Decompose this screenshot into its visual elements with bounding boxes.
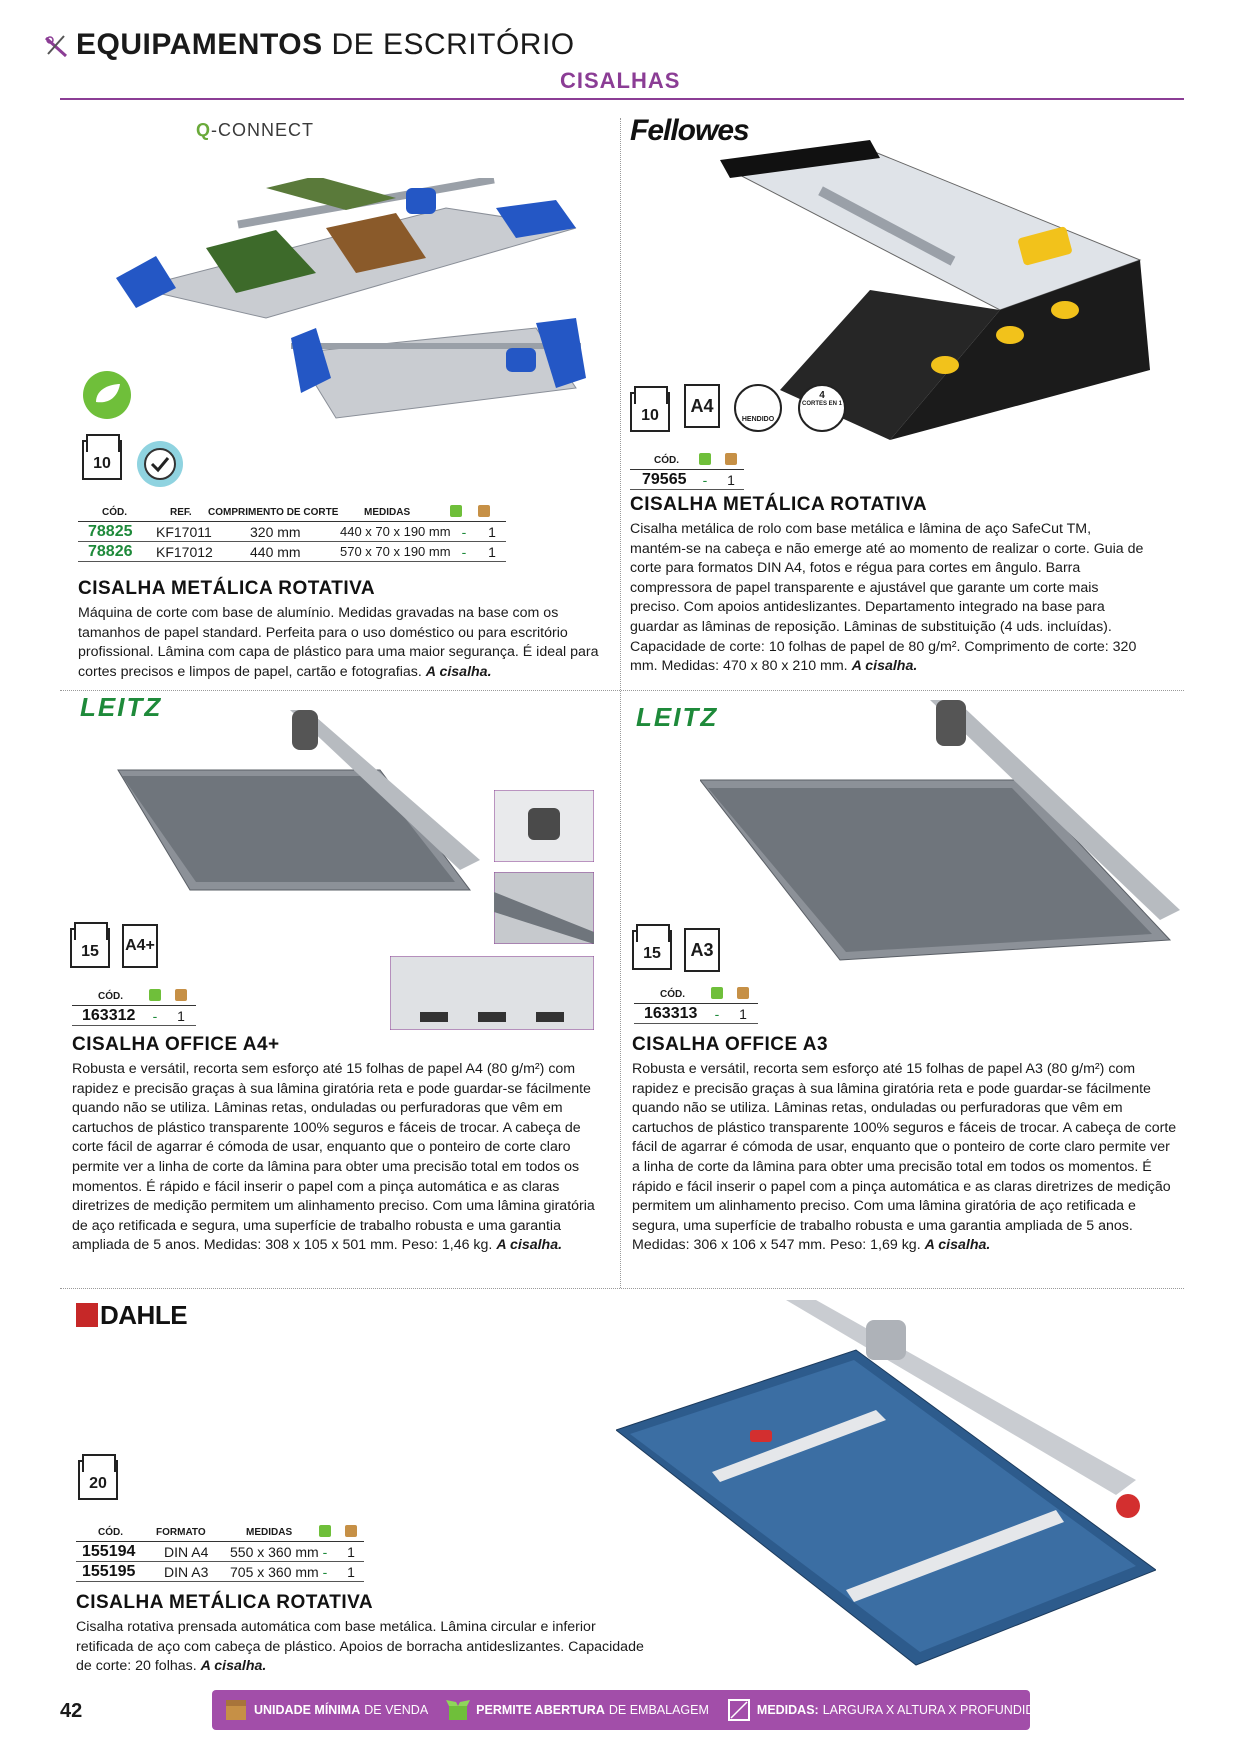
quality-check-badge-icon [136, 440, 184, 488]
box-icon [725, 453, 737, 465]
table-header: CÓD. REF. COMPRIMENTO DE CORTE MEDIDAS [78, 504, 506, 522]
sheets-capacity-icon: 10 [82, 440, 122, 480]
measure-icon [727, 1698, 751, 1722]
table-header: CÓD. [634, 986, 758, 1004]
leitz-a4-detail-head-image [494, 790, 594, 862]
sheets-capacity-icon: 15 [70, 928, 110, 968]
box-icon [737, 987, 749, 999]
sheets-capacity-icon: 15 [632, 930, 672, 970]
page-title [76, 28, 575, 62]
crease-hendido-icon: HENDIDO [734, 384, 782, 432]
open-box-icon [699, 453, 711, 465]
brand-logo-qconnect: Q-CONNECT [196, 120, 315, 140]
box-icon [224, 1698, 248, 1722]
table-row: 163313 - 1 [634, 1004, 758, 1024]
fellowes-product-table [630, 452, 744, 490]
product-title: CISALHA METÁLICA ROTATIVA [630, 494, 928, 515]
box-icon [175, 989, 187, 1001]
fellowes-cutter-image [720, 140, 1180, 450]
product-description: Robusta e versátil, recorta sem esforço até 15 folhas de papel A4 (80 g/m²) com rapidez e precisão graças à sua lâmina giratória reta e pode guardar-se fácilmente quando não se utiliza. Lâminas retas, onduladas ou perfuradoras que vêm em cartuchos de plástico transparente 100% seguros e fáceis de trocar. A cabeça de corte fácil de agarrar é cómoda de usar, enquanto que o ponteiro de corte claro permite ver a linha de corte da lâmina para obter uma precisão total em todos os momentos. É rápido e fácil inserir o papel com a pinça automática e as claras diretrizes de medição permitem um alinhamento preciso. Com uma lâmina giratória de aço retificada e segura, uma superfície de trabalho robusta e uma garantia ampliada de 5 anos. Medidas: 308 x 105 x 501 mm. Peso: 1,46 kg. A cisalha. [72, 1061, 595, 1254]
leitz-a4-detail-cartridges-image [390, 956, 594, 1030]
open-box-icon [450, 505, 462, 517]
paper-format-icon: A4 [684, 384, 720, 428]
page-number: 42 [60, 1700, 83, 1722]
brand-logo-dahle: DAHLE [76, 1300, 187, 1331]
row-divider-2 [60, 1288, 1184, 1289]
legend-item-min-unit: UNIDADE MÍNIMA DE VENDA [224, 1698, 428, 1722]
product-description: Máquina de corte com base de alumínio. Medidas gravadas na base com os tamanhos de papel standard. Perfeita para o uso doméstico ou para escritório profissional. Lâmina com capa de plástico para uma maior segurança. É ideal para cortes precisos e limpos de papel, cartão e fotografias. A cisalha. [78, 605, 599, 680]
product-description: Robusta e versátil, recorta sem esforço até 15 folhas de papel A3 (80 g/m²) com rapidez e precisão graças à sua lâmina giratória reta e pode guardar-se fácilmente quando não se utiliza. Lâminas retas, onduladas ou perfuradoras que vêm em cartuchos de plástico transparente 100% seguros e fáceis de trocar. A cabeça de corte fácil de agarrar é cómoda de usar, enquanto que o ponteiro de corte claro permite ver a linha de corte da lâmina para obter uma precisão total em todos os momentos. É rápido e fácil inserir o papel com a pinça automática e as claras diretrizes de medição permitem um alinhamento preciso. Com uma lâmina giratória de aço retificada e segura, uma superfície de trabalho robusta e uma garantia ampliada de 5 anos. Medidas: 306 x 106 x 547 mm. Peso: 1,69 kg. A cisalha. [632, 1061, 1177, 1254]
leitz-a4-product-table [72, 988, 196, 1026]
table-row: 78826 KF17012 440 mm 570 x 70 x 190 mm - 1 [78, 542, 506, 562]
box-icon [345, 1525, 357, 1537]
page-title-bold: EQUIPAMENTOS [76, 28, 323, 61]
box-icon [478, 505, 490, 517]
paper-format-icon: A3 [684, 928, 720, 972]
open-box-icon [446, 1698, 470, 1722]
paper-format-icon: A4+ [122, 924, 158, 968]
dahle-product-table [76, 1524, 364, 1582]
product-title: CISALHA METÁLICA ROTATIVA [78, 578, 376, 599]
open-box-icon [711, 987, 723, 999]
header-rule [60, 98, 1184, 100]
four-cuts-icon: 4 CORTES EN 1 [798, 384, 846, 432]
table-header: CÓD. FORMATO MEDIDAS [76, 1524, 364, 1542]
footer-legend [212, 1690, 1061, 1730]
table-row: 155194 DIN A4 550 x 360 mm - 1 [76, 1542, 364, 1562]
brand-logo-fellowes: Fellowes [630, 114, 749, 147]
legend-item-measures: MEDIDAS: LARGURA X ALTURA X PROFUNDIDADE [727, 1698, 1060, 1722]
table-row: 155195 DIN A3 705 x 360 mm - 1 [76, 1562, 364, 1582]
leitz-a4-detail-blade-image [494, 872, 594, 944]
section-title: CISALHAS [560, 68, 681, 93]
open-box-icon [319, 1525, 331, 1537]
product-title: CISALHA OFFICE A4+ [72, 1034, 280, 1055]
leitz-a3-product-table [634, 986, 758, 1024]
brand-logo-leitz: LEITZ [80, 692, 163, 722]
scissors-cut-icon [44, 34, 72, 60]
product-title: CISALHA OFFICE A3 [632, 1034, 829, 1055]
dahle-cutter-image [616, 1300, 1156, 1670]
sheets-capacity-icon: 10 [630, 392, 670, 432]
qconnect-cutter-image [116, 178, 586, 468]
product-title: CISALHA METÁLICA ROTATIVA [76, 1592, 374, 1613]
column-divider [620, 118, 621, 1288]
legend-item-open-pack: PERMITE ABERTURA DE EMBALAGEM [446, 1698, 709, 1722]
qconnect-product-table [78, 504, 506, 562]
leitz-a3-cutter-image [700, 700, 1180, 990]
table-header: CÓD. [72, 988, 196, 1006]
table-header: CÓD. [630, 452, 744, 470]
product-description: Cisalha rotativa prensada automática com base metálica. Lâmina circular e inferior retificada de aço com cabeça de plástico. Apoios de borracha antideslizantes. Capacidade de corte: 20 folhas. A cisalha. [76, 1619, 644, 1675]
open-box-icon [149, 989, 161, 1001]
sheets-capacity-icon: 20 [78, 1460, 118, 1500]
row-divider-1 [60, 690, 1184, 691]
brand-logo-leitz: LEITZ [636, 702, 719, 732]
table-row: 78825 KF17011 320 mm 440 x 70 x 190 mm - 1 [78, 522, 506, 542]
table-row: 163312 - 1 [72, 1006, 196, 1026]
eco-leaf-icon [82, 370, 132, 420]
leitz-a4-cutter-image [110, 710, 480, 910]
table-row: 79565 - 1 [630, 470, 744, 490]
page-title-light: DE ESCRITÓRIO [331, 28, 575, 61]
product-description: Cisalha metálica de rolo com base metálica e lâmina de aço SafeCut TM, mantém-se na cabeça e não emerge até ao momento de realizar o corte. Guia de corte para formatos DIN A4, fotos e régua para cortes em ângulo. Barra compressora de papel transparente e ajustável que garante um corte mais preciso. Com apoios antideslizantes. Departamento integrado na base para guardar as lâminas de reposição. Lâminas de substituição (4 uds. incluídas). Capacidade de corte: 10 folhas de papel de 80 g/m². Comprimento de corte: 320 mm. Medidas: 470 x 80 x 210 mm. A cisalha. [630, 521, 1144, 675]
